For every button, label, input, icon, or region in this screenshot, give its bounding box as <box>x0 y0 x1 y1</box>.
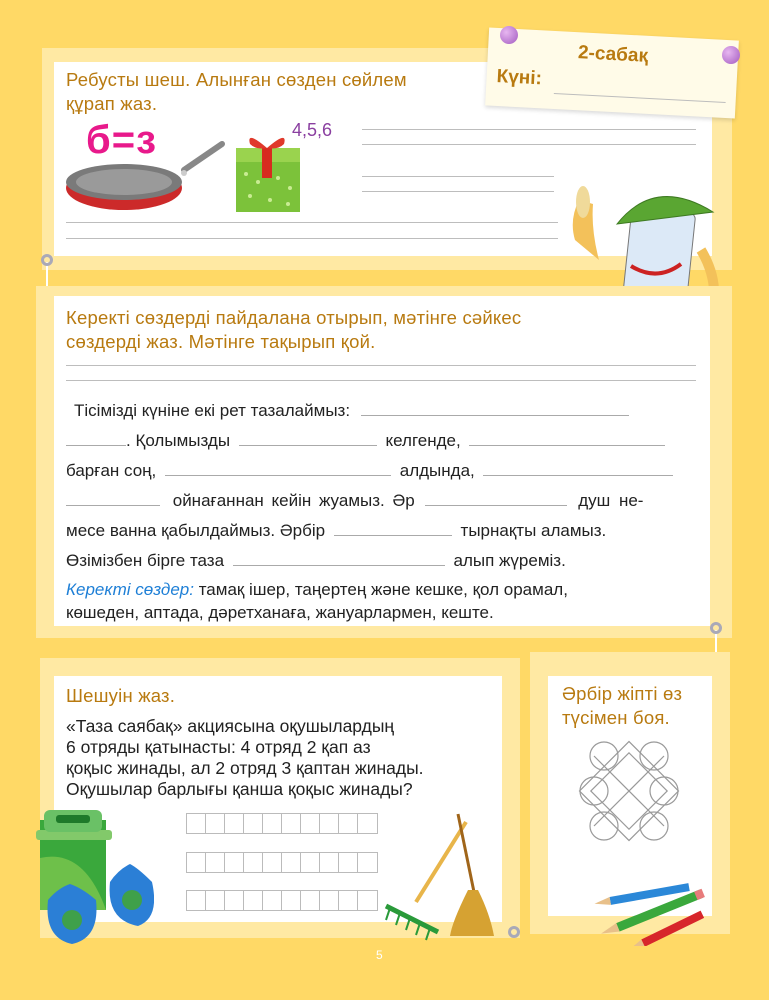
write-line[interactable] <box>362 129 696 130</box>
write-line[interactable] <box>66 238 558 239</box>
page-number: 5 <box>376 948 383 962</box>
text-line-1: Тісімізді күніне екі рет тазалаймыз: <box>66 396 698 426</box>
rebus-formula: б=з <box>86 118 157 162</box>
blank-field[interactable] <box>469 430 665 446</box>
write-line[interactable] <box>362 176 554 177</box>
knot-pattern-coloring[interactable] <box>574 736 684 846</box>
date-label: Күні: <box>496 65 543 90</box>
lesson-card <box>485 28 739 119</box>
rake-and-broom-illustration <box>382 812 502 942</box>
task1-instruction: Ребусты шеш. Алынған сөзден сөйлем құрап жаз. <box>66 69 407 114</box>
text-line-6: Өзімізбен бірге таза алып жүреміз. <box>66 551 566 570</box>
ring-icon <box>41 254 53 266</box>
answer-grid-row[interactable] <box>186 813 378 834</box>
task2-instruction: Керекті сөздерді пайдалана отырып, мәтінге сәйкес сөздерді жаз. Мәтінге тақырып қой. <box>66 307 522 352</box>
write-line[interactable] <box>362 191 554 192</box>
frying-pan-icon <box>64 136 226 216</box>
blank-field[interactable] <box>233 550 445 566</box>
word-problem: «Таза саябақ» акциясына оқушылардың 6 отряды қатынасты: 4 отряд 2 қап аз қоқыс жинады, ал 2 отряд 3 қаптан жинады. Оқушылар барлығы қанша қоқыс жинады? <box>66 716 424 799</box>
pushpin-icon <box>722 46 740 64</box>
blank-field[interactable] <box>361 400 629 416</box>
title-write-line[interactable] <box>66 380 696 381</box>
write-line[interactable] <box>362 144 696 145</box>
blank-field[interactable] <box>165 460 391 476</box>
answer-grid-row[interactable] <box>186 852 378 873</box>
hint-words: Керекті сөздер: тамақ ішер, таңертең және кешке, қол орамал, көшеден, аптада, дәретханаға, жануарлармен, кеште. <box>66 580 568 622</box>
blank-field[interactable] <box>483 460 673 476</box>
gift-box-icon <box>232 130 304 214</box>
text-line-3: барған соң, алдында, <box>66 456 698 486</box>
date-input-line[interactable] <box>554 93 726 103</box>
answer-grid-row[interactable] <box>186 890 378 911</box>
blank-field[interactable] <box>334 520 452 536</box>
trash-bin-illustration <box>34 808 154 944</box>
text-line-5: месе ванна қабылдаймыз. Әрбір тырнақты аламыз. <box>66 521 607 540</box>
text-line-2: . Қолымызды келгенде, <box>66 426 698 456</box>
pushpin-icon <box>500 26 518 44</box>
blank-field[interactable] <box>239 430 377 446</box>
blank-field[interactable] <box>425 490 567 506</box>
colored-pencils-illustration <box>590 876 716 946</box>
task3-instruction: Шешуін жаз. <box>66 685 176 706</box>
blank-field[interactable] <box>66 490 160 506</box>
ring-icon <box>710 622 722 634</box>
text-line-4: ойнағаннан кейін жуамыз. Әр душ не- <box>66 486 698 516</box>
ring-icon <box>508 926 520 938</box>
fill-in-text <box>66 396 698 576</box>
title-write-line[interactable] <box>66 365 696 366</box>
hint-label: Керекті сөздер: <box>66 580 194 599</box>
rebus-letter-positions: 4,5,6 <box>292 120 333 140</box>
task4-instruction: Әрбір жіпті өз түсімен боя. <box>562 683 683 728</box>
lesson-title: 2-сабақ <box>577 42 649 67</box>
blank-field[interactable] <box>66 430 126 446</box>
write-line[interactable] <box>66 222 558 223</box>
